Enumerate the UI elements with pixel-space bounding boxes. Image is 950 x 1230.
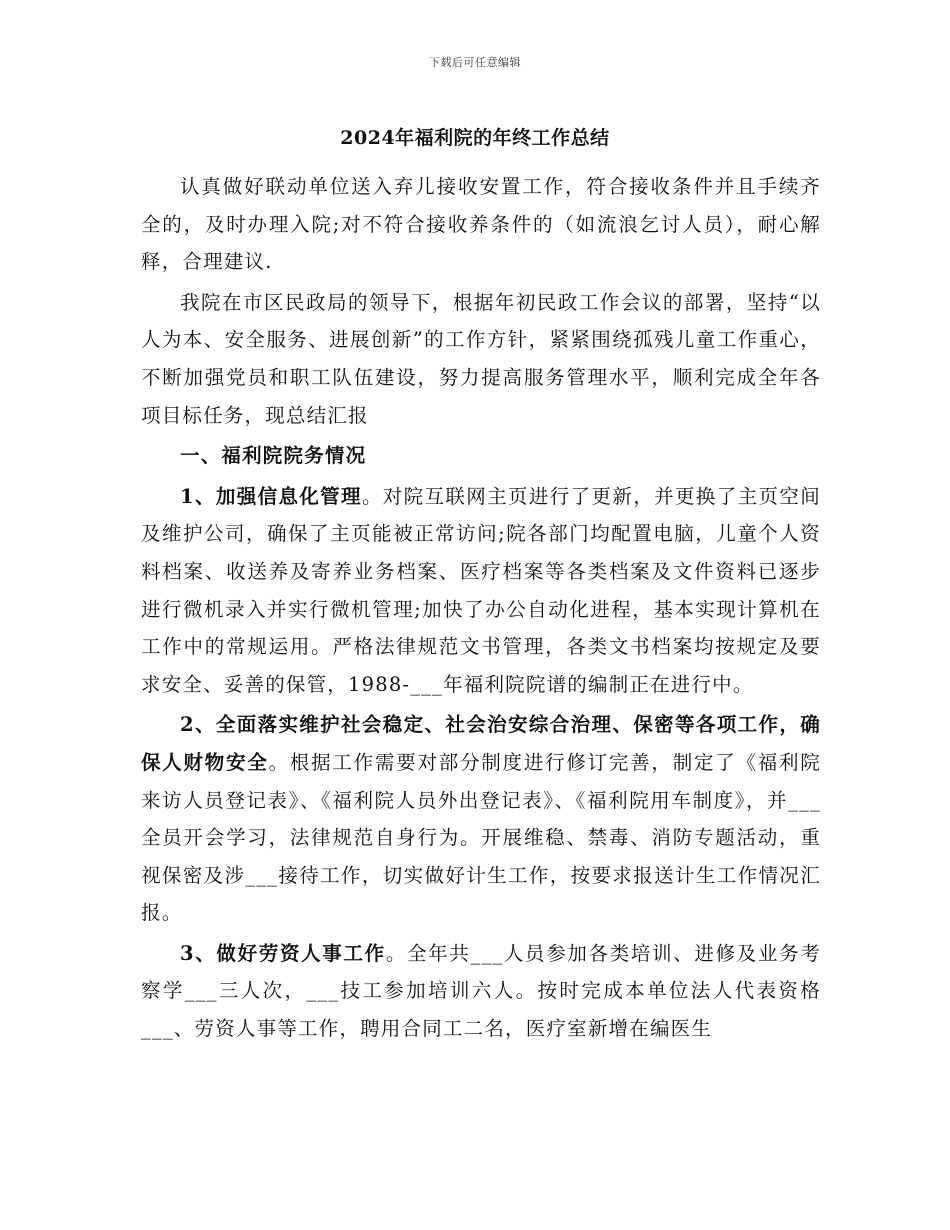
- section-heading: [141, 437, 821, 475]
- paragraph-2-text: 我院在市区民政局的领导下，根据年初民政工作会议的部署，坚持“以人为本、安全服务、进展创新”的工作方针，紧紧围绕孤残儿童工作重心，不断加强党员和职工队伍建设，努力提高服务管理水平，顺利完成全年各项目标任务，现总结汇报: [141, 290, 821, 427]
- paragraph-item-1: [141, 478, 821, 704]
- item-1-text: 。对院互联网主页进行了更新，并更换了主页空间及维护公司，确保了主页能被正常访问;院各部门均配置电脑，儿童个人资料档案、收送养及寄养业务档案、医疗档案等各类档案及文件资料已逐步进行微机录入并实行微机管理;加快了办公自动化进程，基本实现计算机在工作中的常规运用。严格法律规范文书管理，各类文书档案均按规定及要求安全、妥善的保管，1988-___年福利院院谱的编制正在进行中。: [141, 484, 821, 696]
- paragraph-2: [141, 284, 821, 434]
- item-1-heading: 1、加强信息化管理: [180, 484, 362, 508]
- paragraph-item-2: [141, 706, 821, 932]
- header-note: 下载后可任意编辑: [429, 56, 521, 69]
- section-heading-text: 一、福利院院务情况: [180, 444, 367, 468]
- item-3-heading: 3、做好劳资人事工作: [180, 941, 386, 965]
- item-2-text: 。根据工作需要对部分制度进行修订完善，制定了《福利院来访人员登记表》、《福利院人员外出登记表》、《福利院用车制度》，并___全员开会学习，法律规范自身行为。开展维稳、禁毒、消防专题活动，重视保密及涉___接待工作，切实做好计生工作，按要求报送计生工作情况汇报。: [141, 750, 821, 925]
- document-title: 2024年福利院的年终工作总结: [340, 127, 610, 149]
- document-body: [141, 168, 821, 1048]
- paragraph-1: [141, 168, 821, 281]
- item-3-text: 。全年共___人员参加各类培训、进修及业务考察学___三人次，___技工参加培训六人。按时完成本单位法人代表资格___、劳资人事等工作，聘用合同工二名，医疗室新增在编医生: [141, 941, 821, 1041]
- paragraph-1-text: 认真做好联动单位送入弃儿接收安置工作，符合接收条件并且手续齐全的，及时办理入院;对不符合接收养条件的（如流浪乞讨人员），耐心解释，合理建议.: [141, 175, 821, 274]
- paragraph-item-3: [141, 935, 821, 1048]
- item-2-heading: 2、全面落实维护社会稳定、社会治安综合治理、保密等各项工作，确保人财物安全: [141, 713, 821, 774]
